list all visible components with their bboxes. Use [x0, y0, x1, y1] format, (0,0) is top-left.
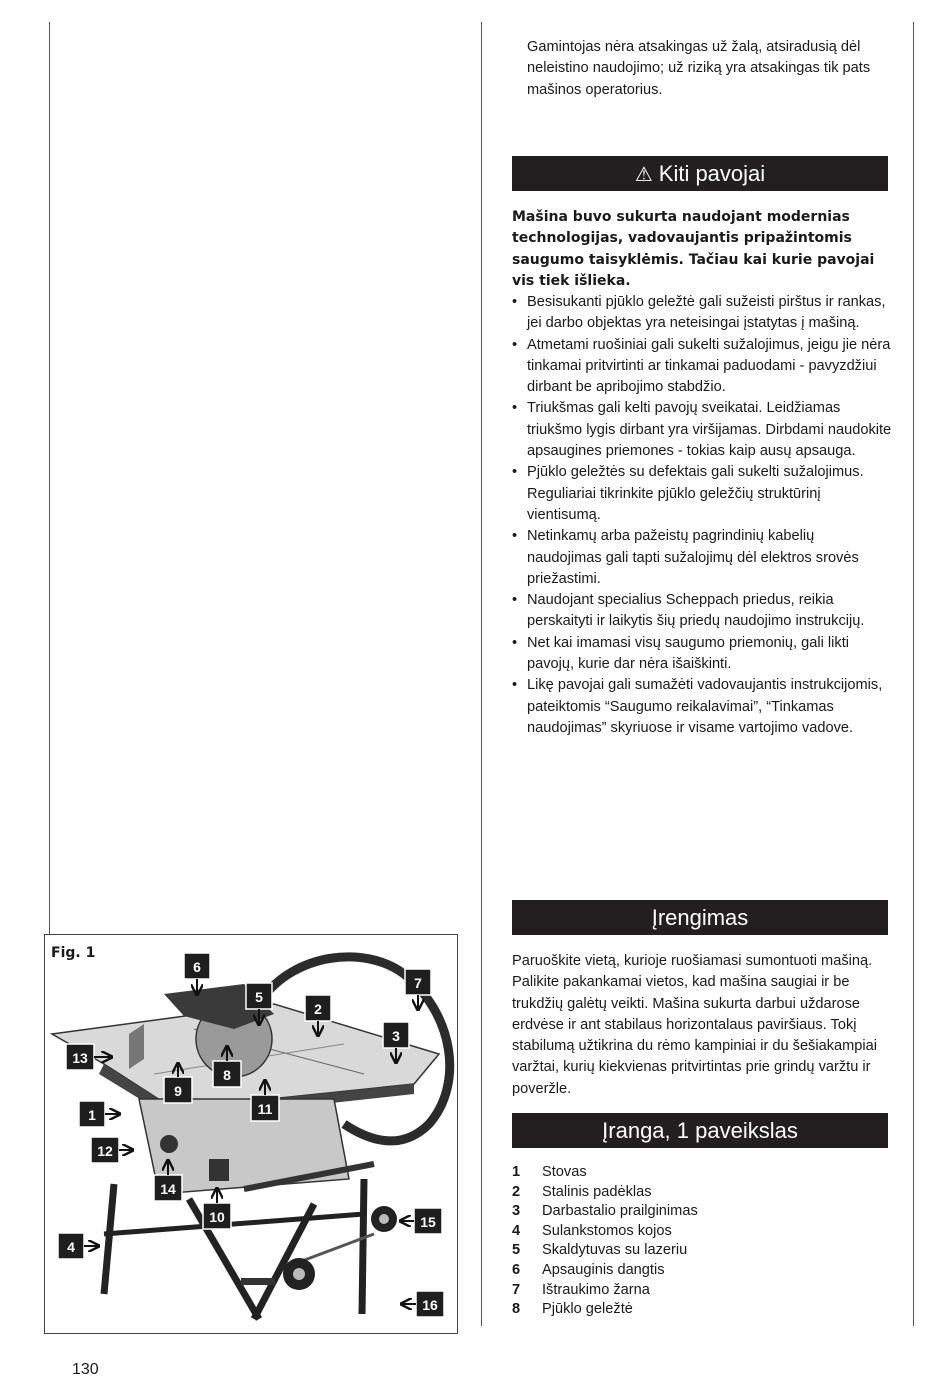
svg-text:13: 13	[72, 1050, 88, 1066]
center-column-rule	[481, 22, 482, 1326]
list-item: • Atmetami ruošiniai gali sukelti sužalojimus, jeigu jie nėra tinkamai pritvirtinti ar tinkamai paduodami - pavyzdžiui dirbant be apribojimo stabdžio.	[512, 336, 891, 396]
hazards-title: Kiti pavojai	[658, 161, 766, 186]
hazards-heading	[512, 156, 888, 191]
callout-12	[91, 1137, 133, 1163]
left-column-rule	[49, 22, 50, 934]
callout-15	[400, 1208, 442, 1234]
equipment-list	[512, 1163, 698, 1320]
list-item: 4 Sulankstomos kojos	[512, 1222, 672, 1239]
svg-text:6: 6	[193, 959, 201, 975]
intro-paragraph: Gamintojas nėra atsakingas už žalą, atsiradusią dėl neleistino naudojimo; už riziką yra atsakingas tik pats mašinos operatorius.	[527, 39, 871, 98]
hazards-list	[512, 292, 892, 739]
list-item: • Net kai imamasi visų saugumo priemonių, gali likti pavojų, kurie dar nėra išaiškinti.	[512, 634, 849, 673]
list-item: • Triukšmas gali kelti pavojų sveikatai. Leidžiamas triukšmo lygis dirbant yra viršijamas. Dirbdami naudokite apsaugines priemones - tokias kaip ausų apsauga.	[512, 400, 892, 460]
list-item: 8 Pjūklo geležtė	[512, 1301, 633, 1318]
list-item: • Naudojant specialius Scheppach priedus, reikia perskaityti ir laikytis šių priedų naudojimo instrukcijų.	[512, 592, 865, 630]
callout-6	[184, 953, 210, 995]
list-item: 2 Stalinis padėklas	[512, 1183, 652, 1200]
list-item: • Netinkamų arba pažeistų pagrindinių kabelių naudojimas gali tapti sužalojimų dėl elektros srovės priežastimi.	[512, 528, 859, 587]
equipment-heading: Įranga, 1 paveikslas	[512, 1113, 888, 1148]
installation-heading: Įrengimas	[512, 900, 888, 935]
right-column-rule	[913, 22, 914, 1326]
callout-16	[401, 1291, 444, 1317]
svg-text:4: 4	[67, 1239, 75, 1255]
list-item: • Pjūklo geležtės su defektais gali sukelti sužalojimus. Reguliariai tikrinkite pjūklo geležčių struktūrinį vientisumą.	[512, 464, 864, 523]
callout-1	[79, 1101, 120, 1127]
svg-text:3: 3	[392, 1028, 400, 1044]
list-item: 1 Stovas	[512, 1164, 587, 1180]
figure-label: Fig. 1	[51, 945, 96, 961]
list-item: • Besisukanti pjūklo geležtė gali sužeisti pirštus ir rankas, jei darbo objektas yra neteisingai įstatytas į mašiną.	[512, 294, 886, 332]
list-item: 6 Apsauginis dangtis	[512, 1261, 665, 1278]
warning-triangle-icon: ⚠	[634, 164, 653, 186]
list-item: • Likę pavojai gali sumažėti vadovaujantis instrukcijomis, pateiktomis “Saugumo reikalavimai”, “Tinkamas naudojimas” skyriuose ir visame vartojimo vadove.	[512, 677, 883, 736]
svg-text:12: 12	[97, 1143, 113, 1159]
callout-10	[203, 1188, 231, 1229]
svg-text:9: 9	[174, 1083, 182, 1099]
svg-text:1: 1	[88, 1107, 96, 1123]
callout-4	[58, 1233, 99, 1259]
svg-text:2: 2	[314, 1001, 322, 1017]
svg-text:11: 11	[257, 1101, 273, 1117]
svg-text:7: 7	[414, 975, 422, 991]
svg-text:5: 5	[255, 989, 263, 1005]
list-item: 3 Darbastalio prailginimas	[512, 1203, 698, 1220]
hazards-lead: Mašina buvo sukurta naudojant modernias technologijas, vadovaujantis pripažintomis saugumo taisyklėmis. Tačiau kai kurie pavojai vis tiek išlieka.	[512, 209, 875, 289]
table-saw-illustration	[44, 934, 457, 1333]
list-item: 7 Ištraukimo žarna	[512, 1281, 650, 1298]
page-number: 130	[72, 1361, 99, 1378]
svg-text:14: 14	[160, 1181, 176, 1197]
svg-text:10: 10	[209, 1209, 225, 1225]
svg-text:16: 16	[422, 1297, 438, 1313]
list-item: 5 Skaldytuvas su lazeriu	[512, 1242, 688, 1259]
svg-text:15: 15	[420, 1214, 436, 1230]
svg-text:8: 8	[223, 1067, 231, 1083]
installation-paragraph: Paruoškite vietą, kurioje ruošiamasi sumontuoti mašiną. Palikite pakankamai vietos, kad mašina saugiai ir be trukdžių galėtų veikti. Mašina sukurta darbui uždarose erdvėse ir ant stabilaus horizontalaus paviršiaus. Tokį stabilumą užtikrina du rėmo kampiniai ir du šešiakampiai varžtai, kurių kiekvienas pritvirtintas prie grindų varžtu ir poveržle.	[512, 953, 878, 1097]
